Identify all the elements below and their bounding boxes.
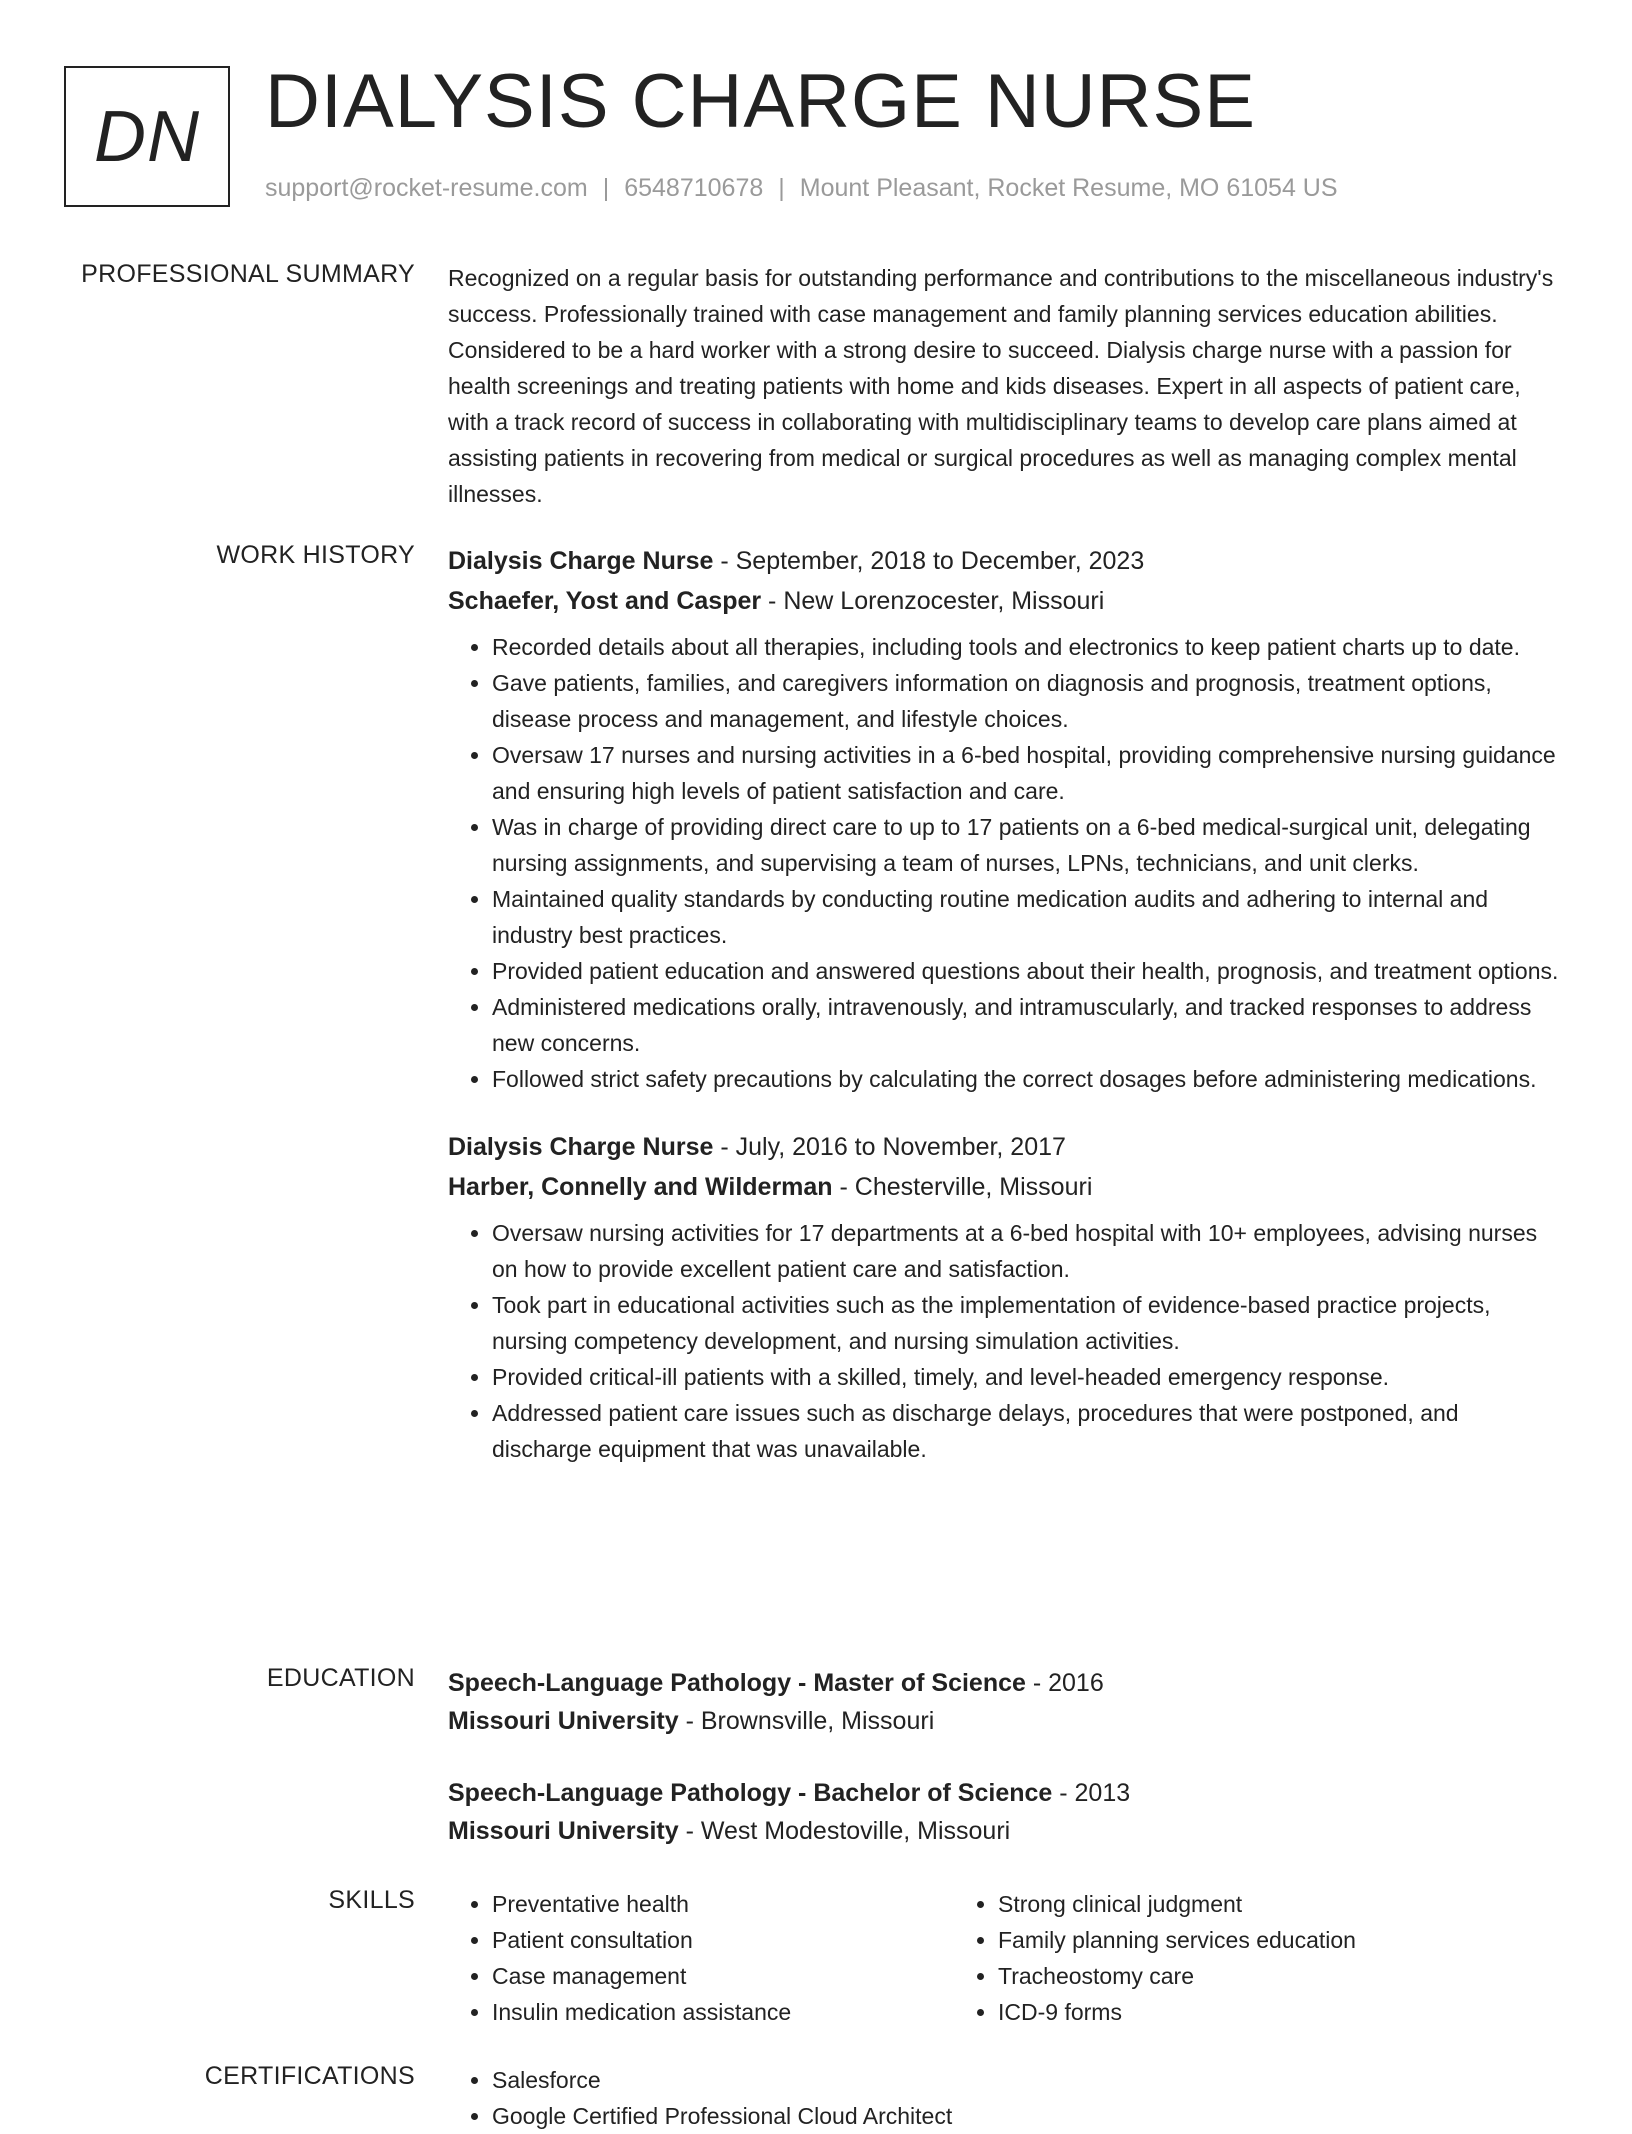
- contact-email: support@rocket-resume.com: [265, 174, 588, 202]
- initials-text: DN: [94, 96, 200, 177]
- job-bullet: • Followed strict safety precautions by calculating the correct dosages before administering medications.: [492, 1061, 1560, 1097]
- job-bullet: • Was in charge of providing direct care to up to 17 patients on a 6-bed medical-surgical unit, delegating nursing assignments, and supervising a team of nurses, LPNs, technicians, and unit clerks.: [492, 809, 1560, 881]
- skill-item: • Strong clinical judgment: [998, 1886, 1514, 1922]
- education-entry: [448, 1664, 1560, 1740]
- job-title-line: [448, 1127, 1560, 1167]
- job-bullets: [448, 1215, 1560, 1467]
- education-school-line: [448, 1702, 1560, 1740]
- skill-item: • ICD-9 forms: [998, 1994, 1514, 2030]
- education-year: - 2013: [1052, 1779, 1131, 1807]
- education-location: - Brownsville, Missouri: [678, 1707, 935, 1735]
- job-bullet: • Oversaw nursing activities for 17 departments at a 6-bed hospital with 10+ employees, advising nurses on how to provide excellent patient care and satisfaction.: [492, 1215, 1560, 1287]
- job-bullet: • Provided patient education and answered questions about their health, prognosis, and treatment options.: [492, 953, 1560, 989]
- skills-label: SKILLS: [328, 1886, 415, 1914]
- job-bullet: • Addressed patient care issues such as discharge delays, procedures that were postponed, and discharge equipment that was unavailable.: [492, 1395, 1560, 1467]
- education-school-line: [448, 1812, 1560, 1850]
- skill-item: • Insulin medication assistance: [492, 1994, 954, 2030]
- education-label: EDUCATION: [266, 1664, 415, 1692]
- job-bullet: • Recorded details about all therapies, including tools and electronics to keep patient charts up to date.: [492, 629, 1560, 665]
- skills-grid: [448, 1886, 1560, 2030]
- job-bullet: • Administered medications orally, intravenously, and intramuscularly, and tracked responses to address new concerns.: [492, 989, 1560, 1061]
- skill-item: • Preventative health: [492, 1886, 954, 1922]
- education-school: Missouri University: [448, 1817, 679, 1845]
- certifications-label: CERTIFICATIONS: [204, 2062, 415, 2090]
- resume-title: DIALYSIS CHARGE NURSE: [265, 59, 1256, 144]
- certification-item: • Google Certified Professional Cloud Architect: [492, 2098, 1560, 2134]
- education-degree: Speech-Language Pathology - Bachelor of Science: [448, 1779, 1053, 1807]
- job-title: Dialysis Charge Nurse: [448, 1133, 714, 1161]
- job-company-line: [448, 1167, 1560, 1207]
- job-title-line: [448, 541, 1560, 581]
- education-location: - West Modestoville, Missouri: [678, 1817, 1011, 1845]
- summary-text: Recognized on a regular basis for outstanding performance and contributions to the miscellaneous industry's success. Professionally trained with case management and family planning services education abilities. Considered to be a hard worker with a strong desire to succeed. Dialysis charge nurse with a passion for health screenings and treating patients with home and kids diseases. Expert in all aspects of patient care, with a track record of success in collaborating with multidisciplinary teams to develop care plans aimed at assisting patients in recovering from medical or surgical procedures as well as managing complex mental illnesses.: [448, 265, 1554, 507]
- job-bullet: • Maintained quality standards by conducting routine medication audits and adhering to internal and industry best practices.: [492, 881, 1560, 953]
- job-title: Dialysis Charge Nurse: [448, 547, 714, 575]
- work-history-list: [448, 541, 1560, 1497]
- job-company-line: [448, 581, 1560, 621]
- work-history-label: WORK HISTORY: [216, 541, 415, 569]
- skills-column-right: [954, 1886, 1514, 2030]
- summary-label: PROFESSIONAL SUMMARY: [81, 260, 415, 288]
- job-company: Schaefer, Yost and Casper: [448, 587, 762, 615]
- contact-phone: 6548710678: [624, 174, 764, 202]
- skill-item: • Tracheostomy care: [998, 1958, 1514, 1994]
- skills-column-left: [448, 1886, 954, 2030]
- initials-monogram: [64, 66, 230, 207]
- skill-item: • Case management: [492, 1958, 954, 1994]
- job-bullet: • Provided critical-ill patients with a skilled, timely, and level-headed emergency response.: [492, 1359, 1560, 1395]
- education-degree: Speech-Language Pathology - Master of Science: [448, 1669, 1026, 1697]
- education-degree-line: [448, 1664, 1560, 1702]
- education-degree-line: [448, 1774, 1560, 1812]
- job-bullet: • Oversaw 17 nurses and nursing activities in a 6-bed hospital, providing comprehensive nursing guidance and ensuring high levels of patient satisfaction and care.: [492, 737, 1560, 809]
- job-bullets: [448, 629, 1560, 1097]
- education-year: - 2016: [1025, 1669, 1104, 1697]
- job-dates: - July, 2016 to November, 2017: [713, 1133, 1066, 1161]
- contact-line: [265, 174, 1338, 203]
- job-location: - Chesterville, Missouri: [832, 1173, 1093, 1201]
- certification-item: • Salesforce: [492, 2062, 1560, 2098]
- job-bullet: • Gave patients, families, and caregivers information on diagnosis and prognosis, treatment options, disease process and management, and lifestyle choices.: [492, 665, 1560, 737]
- education-list: [448, 1664, 1560, 1884]
- job-entry: [448, 1127, 1560, 1467]
- job-company: Harber, Connelly and Wilderman: [448, 1173, 833, 1201]
- skill-item: • Patient consultation: [492, 1922, 954, 1958]
- contact-separator: |: [778, 174, 785, 202]
- education-entry: [448, 1774, 1560, 1850]
- job-bullet: • Took part in educational activities such as the implementation of evidence-based practice projects, nursing competency development, and nursing simulation activities.: [492, 1287, 1560, 1359]
- job-location: - New Lorenzocester, Missouri: [761, 587, 1105, 615]
- job-entry: [448, 541, 1560, 1097]
- education-school: Missouri University: [448, 1707, 679, 1735]
- skill-item: • Family planning services education: [998, 1922, 1514, 1958]
- contact-address: Mount Pleasant, Rocket Resume, MO 61054 US: [799, 174, 1338, 202]
- job-dates: - September, 2018 to December, 2023: [713, 547, 1145, 575]
- certifications-list: [448, 2062, 1560, 2134]
- contact-separator: |: [602, 174, 610, 202]
